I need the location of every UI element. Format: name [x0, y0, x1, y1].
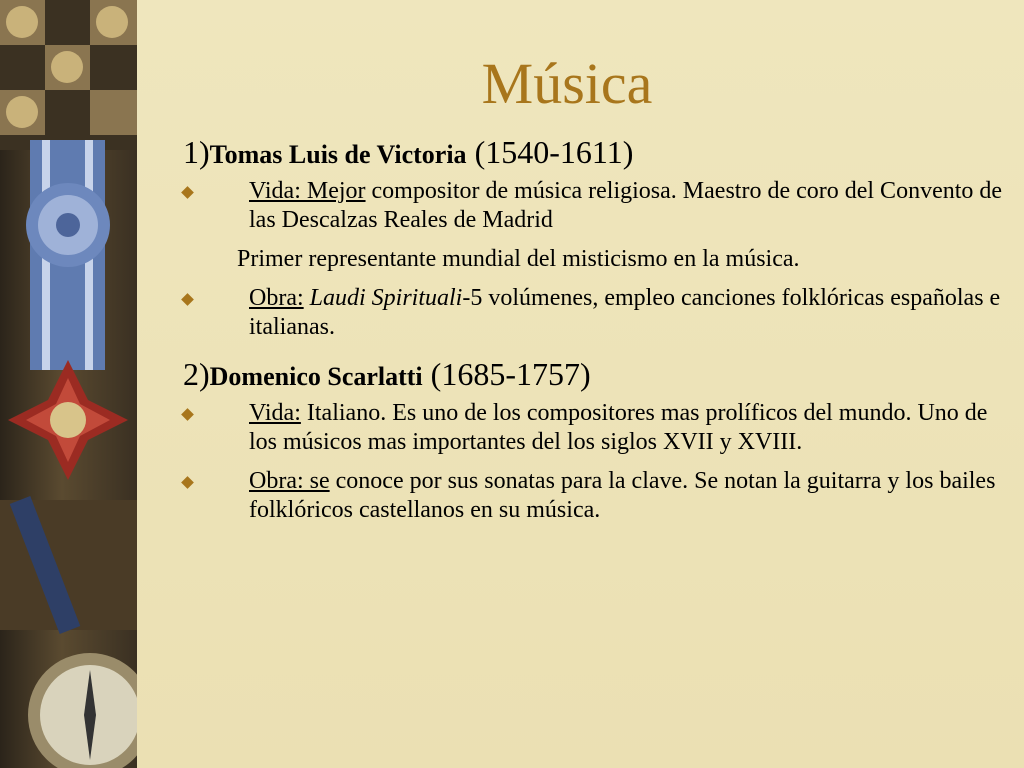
diamond-bullet-icon: [181, 186, 194, 199]
list-item: [183, 399, 1013, 457]
vida-text: compositor de música religiosa. Maestro de coro del Convento de las Descalzas Reales de Madrid: [249, 178, 1003, 233]
decorative-medal-photo: [0, 0, 137, 768]
slide-title: Música: [481, 51, 653, 116]
slide-content: [183, 132, 1013, 535]
list-item: [183, 467, 1013, 525]
section-heading-victoria: [183, 132, 1013, 175]
diamond-bullet-icon: [181, 476, 194, 489]
section-heading-scarlatti: [183, 354, 1013, 397]
composer-years: (1685-1757): [422, 356, 591, 392]
composer-name: Domenico Scarlatti: [209, 362, 423, 391]
composer-name: Tomas Luis de Victoria: [209, 140, 467, 169]
vida-label: Vida: Mejor: [249, 178, 366, 204]
obra-work-title: Laudi Spirituali: [303, 285, 463, 311]
obra-text: -5 volúmenes, empleo canciones folklóricas españolas e italianas.: [249, 285, 1001, 340]
obra-label: Obra:: [249, 285, 304, 311]
list-item: [183, 177, 1013, 235]
vida-label: Vida:: [249, 400, 301, 426]
obra-text: conoce por sus sonatas para la clave. Se notan la guitarra y los bailes folklóricos castellanos en su música.: [249, 468, 996, 523]
diamond-bullet-icon: [181, 293, 194, 306]
section-number: 1): [183, 134, 210, 170]
list-item: [183, 284, 1013, 342]
note-text: Primer representante mundial del misticismo en la música.: [237, 246, 800, 272]
obra-label: Obra: se: [249, 468, 330, 494]
composer-years: (1540-1611): [466, 134, 634, 170]
section-number: 2): [183, 356, 210, 392]
diamond-bullet-icon: [181, 408, 194, 421]
vida-text: Italiano. Es uno de los compositores mas prolíficos del mundo. Uno de los músicos mas importantes del los siglos XVII y XVIII.: [249, 400, 988, 455]
